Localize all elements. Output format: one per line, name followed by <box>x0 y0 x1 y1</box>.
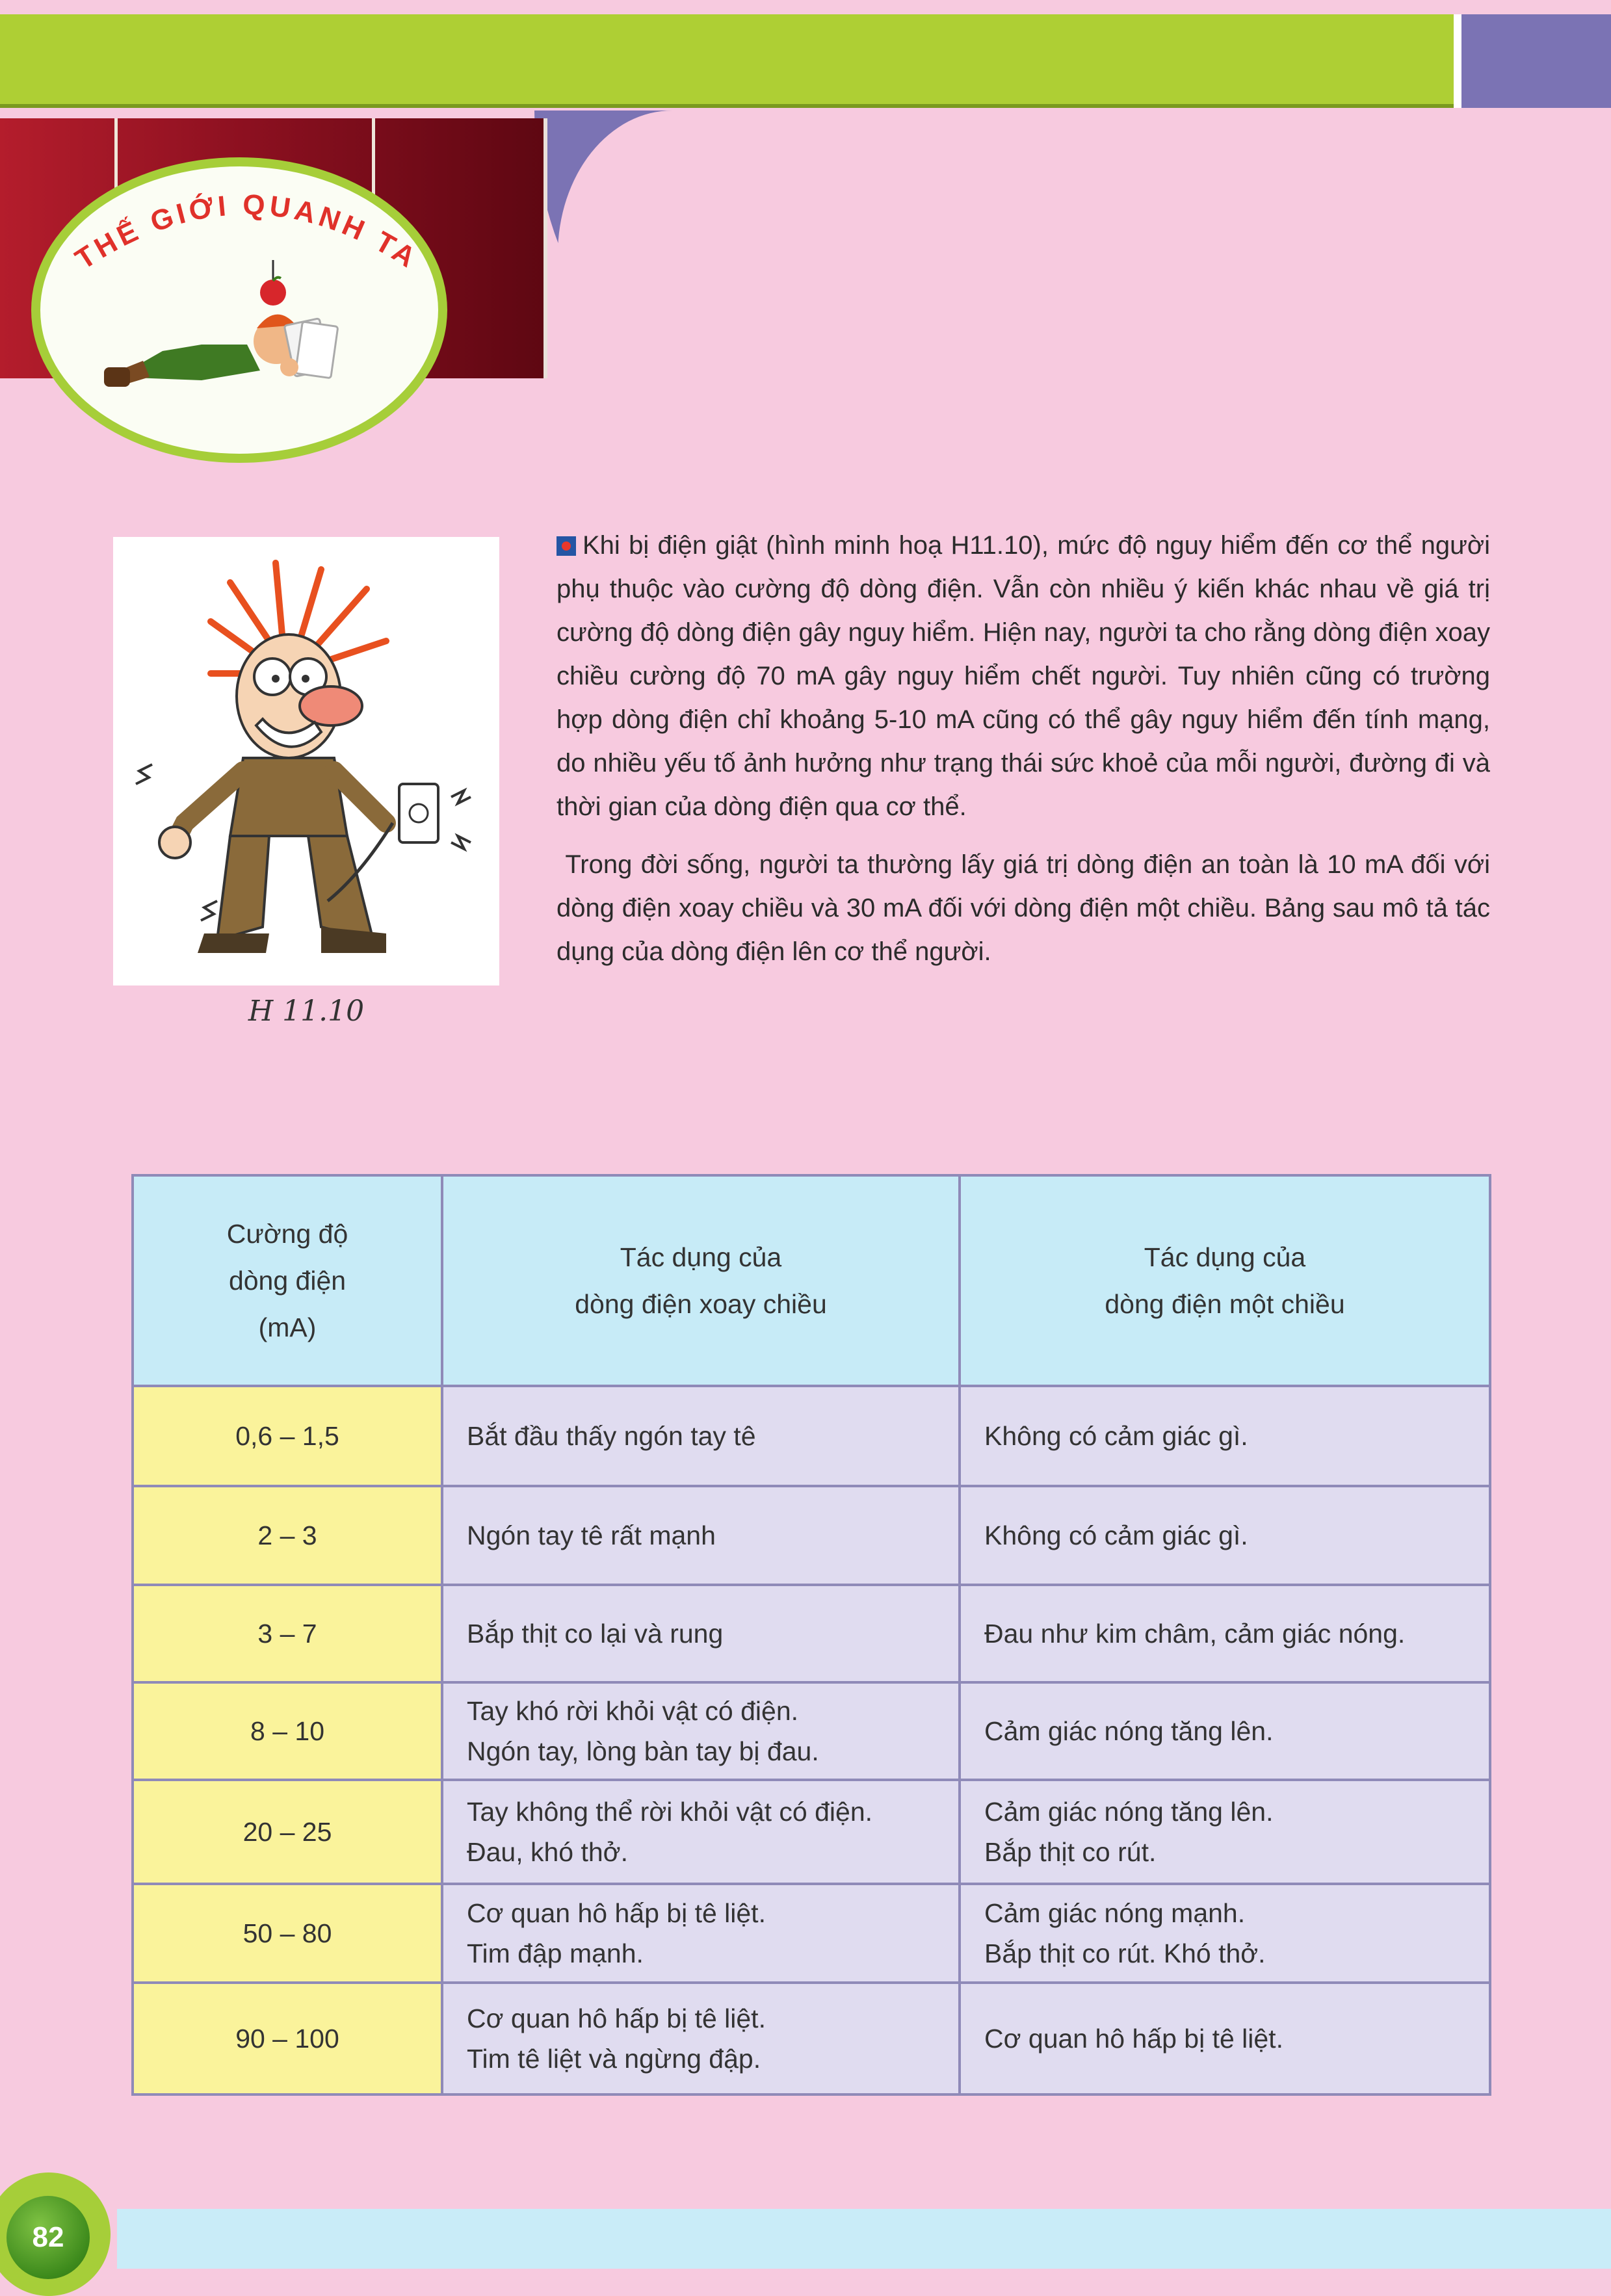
dc-effect-cell: Cảm giác nóng tăng lên. Bắp thịt co rút. <box>960 1780 1490 1884</box>
ac-effect-cell: Cơ quan hô hấp bị tê liệt. Tim đập mạnh. <box>442 1884 960 1983</box>
range-cell: 8 – 10 <box>133 1682 442 1780</box>
footer-bar <box>117 2209 1611 2269</box>
ac-effect-cell: Bắp thịt co lại và rung <box>442 1585 960 1682</box>
ac-effect-cell: Tay không thể rời khỏi vật có điện. Đau, khó thở. <box>442 1780 960 1884</box>
ac-effect-cell: Ngón tay tê rất mạnh <box>442 1486 960 1585</box>
current-effects-table <box>131 1174 1491 2096</box>
bullet-icon <box>557 536 576 556</box>
header-accent <box>1461 14 1611 108</box>
dc-effect-cell: Đau như kim châm, cảm giác nóng. <box>960 1585 1490 1682</box>
table-row <box>133 1983 1490 2094</box>
ac-effect-cell: Tay khó rời khỏi vật có điện. Ngón tay, lòng bàn tay bị đau. <box>442 1682 960 1780</box>
range-cell: 0,6 – 1,5 <box>133 1386 442 1486</box>
dc-effect-cell: Cảm giác nóng tăng lên. <box>960 1682 1490 1780</box>
table-row <box>133 1486 1490 1585</box>
table-row <box>133 1585 1490 1682</box>
table-header-row <box>133 1175 1490 1386</box>
table-row <box>133 1386 1490 1486</box>
electric-shock-icon <box>113 537 499 985</box>
table-row <box>133 1780 1490 1884</box>
header-bar <box>0 14 1454 108</box>
range-cell: 90 – 100 <box>133 1983 442 2094</box>
dc-effect-cell: Không có cảm giác gì. <box>960 1386 1490 1486</box>
dc-effect-cell: Không có cảm giác gì. <box>960 1486 1490 1585</box>
svg-text:THẾ GIỚI QUANH TA: THẾ GIỚI QUANH TA <box>70 189 425 276</box>
range-cell: 20 – 25 <box>133 1780 442 1884</box>
dc-effect-cell: Cơ quan hô hấp bị tê liệt. <box>960 1983 1490 2094</box>
table-row <box>133 1682 1490 1780</box>
range-cell: 2 – 3 <box>133 1486 442 1585</box>
paragraph-safety: Trong đời sống, người ta thường lấy giá trị dòng điện an toàn là 10 mA đối với dòng điện xoay chiều và 30 mA đối với dòng điện một chiều. Bảng sau mô tả tác dụng của dòng điện lên cơ thể người. <box>557 850 1490 966</box>
range-cell: 3 – 7 <box>133 1585 442 1682</box>
reading-person-illustration <box>104 247 390 416</box>
body-text <box>557 524 1490 974</box>
figure-caption: H 11.10 <box>248 995 365 1028</box>
paragraph-intro: Khi bị điện giật (hình minh hoạ H11.10), mức độ nguy hiểm đến cơ thể người phụ thuộc vào cường độ dòng điện. Vẫn còn nhiều ý kiến khác nhau về giá trị cường độ dòng điện gây nguy hiểm. Hiện nay, người ta cho rằng dòng điện xoay chiều cường độ 70 mA gây nguy hiểm chết người. Tuy nhiên cũng có trường hợp dòng điện chỉ khoảng 5-10 mA cũng có thể gây nguy hiểm đến tính mạng, do nhiều yếu tố ảnh hưởng như trạng thái sức khoẻ của mỗi người, đường đi và thời gian của dòng điện qua cơ thể. <box>557 531 1490 821</box>
header-ac-effect: Tác dụng của dòng điện xoay chiều <box>442 1175 960 1386</box>
header-dc-effect: Tác dụng của dòng điện một chiều <box>960 1175 1490 1386</box>
page-number: 82 <box>7 2196 90 2279</box>
header-current: Cường độ dòng điện (mA) <box>133 1175 442 1386</box>
ac-effect-cell: Bắt đầu thấy ngón tay tê <box>442 1386 960 1486</box>
header-divider <box>1454 14 1461 108</box>
table-row <box>133 1884 1490 1983</box>
electric-shock-figure <box>113 537 499 985</box>
dc-effect-cell: Cảm giác nóng mạnh. Bắp thịt co rút. Khó thở. <box>960 1884 1490 1983</box>
ac-effect-cell: Cơ quan hô hấp bị tê liệt. Tim tê liệt và ngừng đập. <box>442 1983 960 2094</box>
range-cell: 50 – 80 <box>133 1884 442 1983</box>
